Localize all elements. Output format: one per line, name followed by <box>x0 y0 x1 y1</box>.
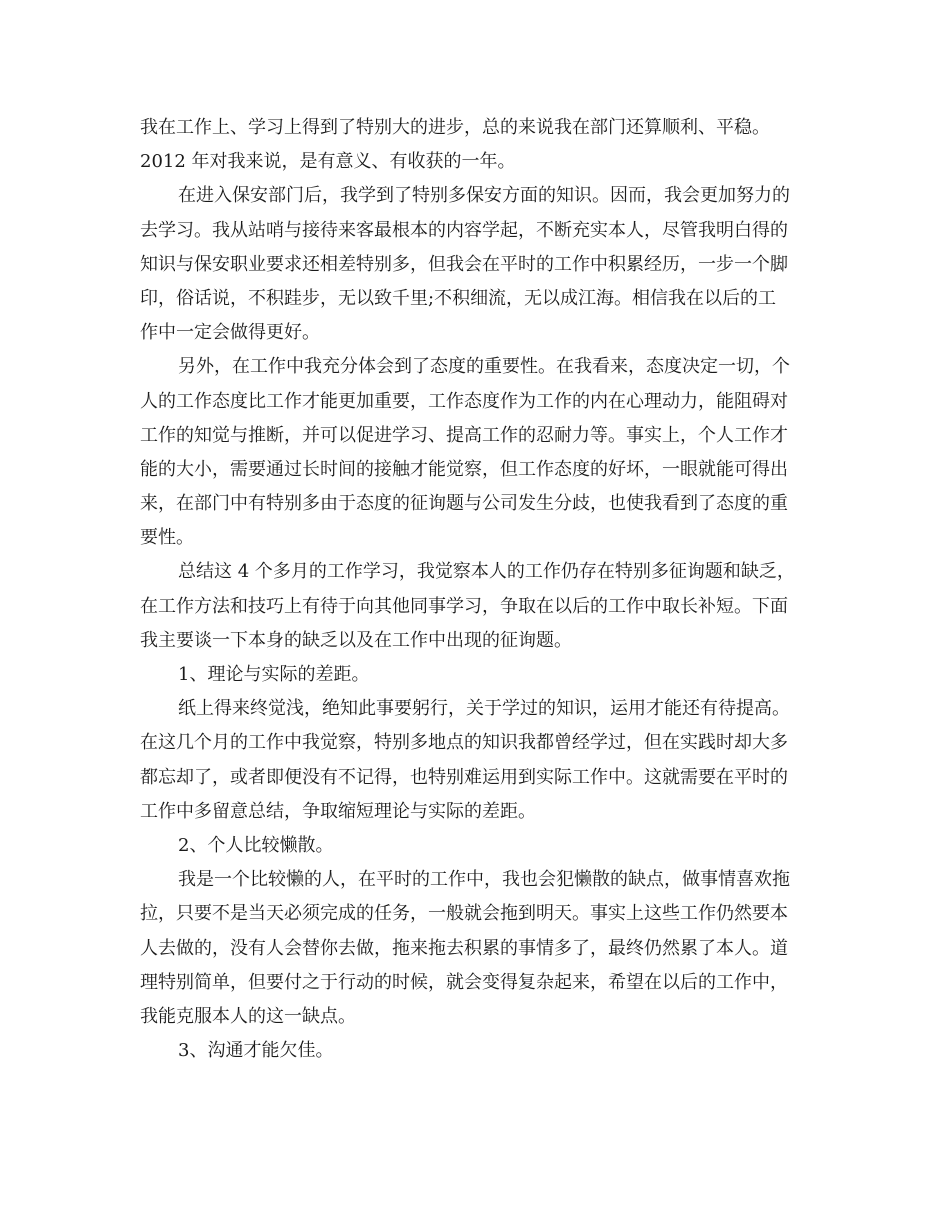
text-line: 去学习。我从站哨与接待来客最根本的内容学起，不断充实本人，尽管我明白得的 <box>140 219 788 241</box>
text-line: 在进入保安部门后，我学到了特别多保安方面的知识。因而，我会更加努力的 <box>178 185 790 207</box>
text-line: 人去做的，没有人会替你去做，拖来拖去积累的事情多了，最终仍然累了本人。道 <box>140 937 788 959</box>
text-line: 知识与保安职业要求还相差特别多，但我会在平时的工作中积累经历，一步一个脚 <box>140 253 788 275</box>
text-line: 工作的知觉与推断，并可以促进学习、提高工作的忍耐力等。事实上，个人工作才 <box>140 424 788 446</box>
text-line: 我能克服本人的这一缺点。 <box>140 1005 356 1027</box>
text-line: 我是一个比较懒的人，在平时的工作中，我也会犯懒散的缺点，做事情喜欢拖 <box>178 869 790 891</box>
text-line: 我在工作上、学习上得到了特别大的进步，总的来说我在部门还算顺利、平稳。 <box>140 117 770 138</box>
text-line: 我主要谈一下本身的缺乏以及在工作中出现的征询题。 <box>140 629 572 651</box>
text-line: 能的大小，需要通过长时间的接触才能觉察，但工作态度的好坏，一眼就能可得出 <box>140 458 788 480</box>
text-line: 纸上得来终觉浅，绝知此事要躬行，关于学过的知识，运用才能还有待提高。 <box>178 698 790 720</box>
text-line: 人的工作态度比工作才能更加重要，工作态度作为工作的内在心理动力，能阻碍对 <box>140 390 788 412</box>
text-line: 在工作方法和技巧上有待于向其他同事学习，争取在以后的工作中取长补短。下面 <box>140 595 788 617</box>
text-line: 在这几个月的工作中我觉察，特别多地点的知识我都曾经学过，但在实践时却大多 <box>140 732 788 754</box>
text-line: 来，在部门中有特别多由于态度的征询题与公司发生分歧，也使我看到了态度的重 <box>140 493 788 515</box>
text-line: 理特别简单，但要付之于行动的时候，就会变得复杂起来，希望在以后的工作中， <box>140 971 788 993</box>
text-line: 印，俗话说，不积跬步，无以致千里;不积细流，无以成江海。相信我在以后的工 <box>140 287 777 309</box>
text-line: 另外，在工作中我充分体会到了态度的重要性。在我看来，态度决定一切，个 <box>178 356 790 378</box>
text-line: 2、个人比较懒散。 <box>178 834 334 856</box>
text-line: 工作中多留意总结，争取缩短理论与实际的差距。 <box>140 800 536 822</box>
text-line: 拉，只要不是当天必须完成的任务，一般就会拖到明天。事实上这些工作仍然要本 <box>140 903 788 925</box>
text-line: 3、沟通才能欠佳。 <box>178 1040 334 1062</box>
text-line: 2012 年对我来说，是有意义、有收获的一年。 <box>140 151 516 173</box>
text-line: 作中一定会做得更好。 <box>140 322 320 344</box>
text-line: 要性。 <box>140 527 194 549</box>
text-line: 1、理论与实际的差距。 <box>178 664 370 685</box>
text-line: 总结这 4 个多月的工作学习，我觉察本人的工作仍存在特别多征询题和缺乏， <box>178 561 795 583</box>
text-line: 都忘却了，或者即便没有不记得，也特别难运用到实际工作中。这就需要在平时的 <box>140 766 788 788</box>
document-body <box>140 111 940 1068</box>
